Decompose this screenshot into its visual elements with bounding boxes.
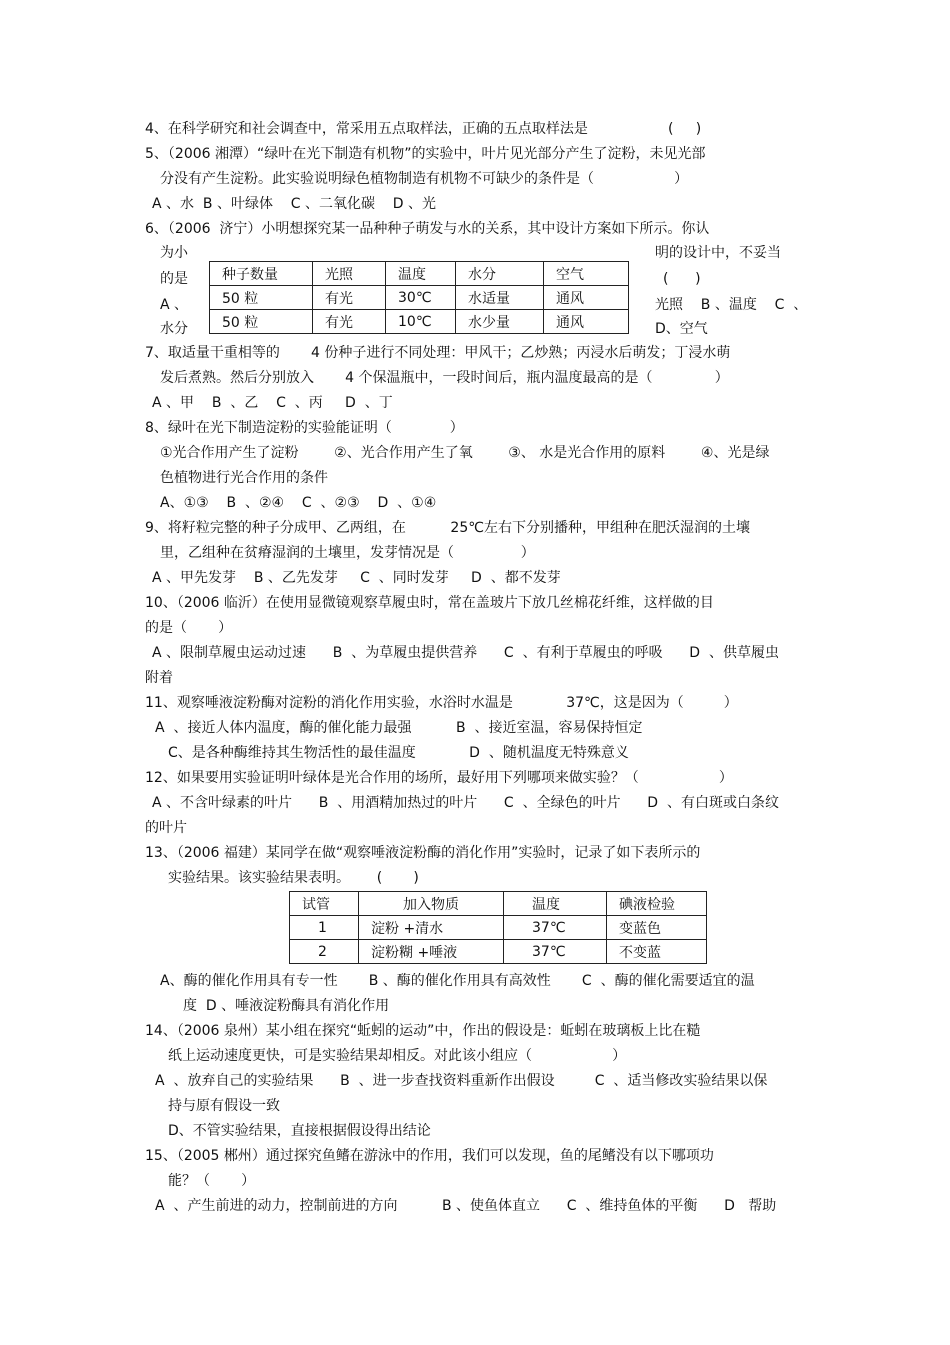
table-header-cell: 空气 bbox=[544, 262, 629, 286]
question-6-left-text: 水分 bbox=[160, 321, 188, 337]
question-14-options: A 、放弃自己的实验结果 B 、进一步查找资料重新作出假设 C 、适当修改实验结果以保 bbox=[155, 1073, 768, 1089]
table-cell: 水少量 bbox=[456, 310, 544, 334]
table-header-cell: 温度 bbox=[504, 892, 607, 916]
seed-experiment-table bbox=[209, 261, 629, 334]
table-cell: 50 粒 bbox=[210, 310, 313, 334]
question-10-options-line2: 附着 bbox=[145, 670, 173, 686]
question-12: 12、如果要用实验证明叶绿体是光合作用的场所，最好用下列哪项来做实验？（ ） bbox=[145, 770, 733, 786]
table-cell: 1 bbox=[290, 916, 359, 940]
question-10-options: A 、限制草履虫运动过速 B 、为草履虫提供营养 C 、有利于草履虫的呼吸 D 、供草履虫 bbox=[152, 645, 779, 661]
table-header-cell: 种子数量 bbox=[210, 262, 313, 286]
question-8-statements-line2: 色植物进行光合作用的条件 bbox=[160, 470, 328, 486]
table-cell: 有光 bbox=[313, 286, 386, 310]
table-header-cell: 加入物质 bbox=[359, 892, 504, 916]
question-9: 9、将籽粒完整的种子分成甲、乙两组，在 25℃左右下分别播种，甲组种在肥沃湿润的土壤 bbox=[145, 520, 750, 536]
table-cell: 不变蓝 bbox=[607, 940, 707, 964]
question-7: 7、取适量干重相等的 4 份种子进行不同处理：甲风干；乙炒熟；丙浸水后萌发；丁浸水萌 bbox=[145, 345, 731, 361]
question-6-left-text: 为小 bbox=[160, 245, 188, 261]
table-header-row bbox=[290, 892, 707, 916]
table-cell: 淀粉 +清水 bbox=[359, 916, 504, 940]
question-6-right-text: 明的设计中，不妥当 bbox=[655, 245, 781, 261]
question-11: 11、观察唾液淀粉酶对淀粉的消化作用实验，水浴时水温是 37℃，这是因为（ ） bbox=[145, 695, 738, 711]
question-13: 13、（2006 福建）某同学在做“观察唾液淀粉酶的消化作用”实验时，记录了如下表所示的 bbox=[145, 845, 701, 861]
question-9-line2: 里，乙组种在贫瘠湿润的土壤里，发芽情况是（ ） bbox=[160, 545, 535, 561]
question-8-options: A、①③ B 、②④ C 、②③ D 、①④ bbox=[160, 495, 437, 511]
question-14: 14、（2006 泉州）某小组在探究“蚯蚓的运动”中，作出的假设是：蚯蚓在玻璃板上比在糙 bbox=[145, 1023, 701, 1039]
table-cell: 有光 bbox=[313, 310, 386, 334]
question-10-line2: 的是（ ） bbox=[145, 620, 233, 636]
table-cell: 10℃ bbox=[386, 310, 456, 334]
question-7-options: A 、甲 B 、乙 C 、丙 D 、丁 bbox=[152, 395, 393, 411]
table-cell: 水适量 bbox=[456, 286, 544, 310]
question-14-options-line3: D、不管实验结果，直接根据假设得出结论 bbox=[168, 1123, 431, 1139]
question-5-line2: 分没有产生淀粉。此实验说明绿色植物制造有机物不可缺少的条件是（ ） bbox=[160, 171, 689, 187]
question-5-options: A 、水 B 、叶绿体 C 、二氧化碳 D 、光 bbox=[152, 196, 437, 212]
question-13-options: A、酶的催化作用具有专一性 B 、酶的催化作用具有高效性 C 、酶的催化需要适宜的温 bbox=[160, 973, 755, 989]
table-cell: 37℃ bbox=[504, 940, 607, 964]
table-cell: 37℃ bbox=[504, 916, 607, 940]
table-header-cell: 光照 bbox=[313, 262, 386, 286]
question-9-options: A 、甲先发芽 B 、乙先发芽 C 、同时发芽 D 、都不发芽 bbox=[152, 570, 561, 586]
table-row bbox=[210, 286, 629, 310]
table-header-cell: 水分 bbox=[456, 262, 544, 286]
question-6: 6、（2006 济宁）小明想探究某一品种种子萌发与水的关系，其中设计方案如下所示。你认 bbox=[145, 221, 710, 237]
table-cell: 通风 bbox=[544, 310, 629, 334]
table-header-row bbox=[210, 262, 629, 286]
question-14-line2: 纸上运动速度更快，可是实验结果却相反。对此该小组应（ ） bbox=[168, 1048, 627, 1064]
question-8-statements: ①光合作用产生了淀粉 ②、光合作用产生了氧 ③、 水是光合作用的原料 ④、光是绿 bbox=[160, 445, 770, 461]
question-13-options-line2: 度 D 、唾液淀粉酶具有消化作用 bbox=[183, 998, 390, 1014]
question-15-options: A 、产生前进的动力，控制前进的方向 B 、使鱼体直立 C 、维持鱼体的平衡 D 帮助 bbox=[155, 1198, 777, 1214]
question-8: 8、绿叶在光下制造淀粉的实验能证明（ ） bbox=[145, 420, 464, 436]
question-6-right-text: ( ) bbox=[663, 271, 701, 287]
question-15-line2: 能？（ ） bbox=[168, 1173, 256, 1189]
table-cell: 淀粉糊 +唾液 bbox=[359, 940, 504, 964]
question-11-options: A 、接近人体内温度，酶的催化能力最强 B 、接近室温，容易保持恒定 bbox=[155, 720, 643, 736]
question-6-right-text: 光照 B 、温度 C 、 bbox=[655, 297, 808, 313]
table-row bbox=[210, 310, 629, 334]
table-cell: 30℃ bbox=[386, 286, 456, 310]
table-cell: 通风 bbox=[544, 286, 629, 310]
table-header-cell: 温度 bbox=[386, 262, 456, 286]
question-15: 15、（2005 郴州）通过探究鱼鳍在游泳中的作用，我们可以发现，鱼的尾鳍没有以下哪项功 bbox=[145, 1148, 714, 1164]
table-row bbox=[290, 940, 707, 964]
question-11-options-line2: C、是各种酶维持其生物活性的最佳温度 D 、随机温度无特殊意义 bbox=[168, 745, 629, 761]
table-header-cell: 碘液检验 bbox=[607, 892, 707, 916]
question-12-options: A 、不含叶绿素的叶片 B 、用酒精加热过的叶片 C 、全绿色的叶片 D 、有白斑或白条纹 bbox=[152, 795, 779, 811]
question-4: 4、在科学研究和社会调查中，常采用五点取样法，正确的五点取样法是 ( ) bbox=[145, 121, 702, 137]
table-row bbox=[290, 916, 707, 940]
question-10: 10、（2006 临沂）在使用显微镜观察草履虫时，常在盖玻片下放几丝棉花纤维，这样做的目 bbox=[145, 595, 714, 611]
question-6-left-text: A 、 bbox=[160, 297, 189, 313]
question-7-line2: 发后煮熟。然后分别放入 4 个保温瓶中，一段时间后，瓶内温度最高的是（ ） bbox=[160, 370, 729, 386]
question-13-line2: 实验结果。该实验结果表明。 ( ) bbox=[168, 870, 419, 886]
table-cell: 变蓝色 bbox=[607, 916, 707, 940]
table-cell: 50 粒 bbox=[210, 286, 313, 310]
question-6-left-text: 的是 bbox=[160, 271, 188, 287]
table-header-cell: 试管 bbox=[290, 892, 359, 916]
table-cell: 2 bbox=[290, 940, 359, 964]
enzyme-results-table bbox=[289, 891, 707, 964]
question-5: 5、（2006 湘潭）“绿叶在光下制造有机物”的实验中，叶片见光部分产生了淀粉，未见光部 bbox=[145, 146, 706, 162]
question-14-options-line2: 持与原有假设一致 bbox=[168, 1098, 280, 1114]
question-6-right-text: D、空气 bbox=[655, 321, 708, 337]
question-12-options-line2: 的叶片 bbox=[145, 820, 187, 836]
